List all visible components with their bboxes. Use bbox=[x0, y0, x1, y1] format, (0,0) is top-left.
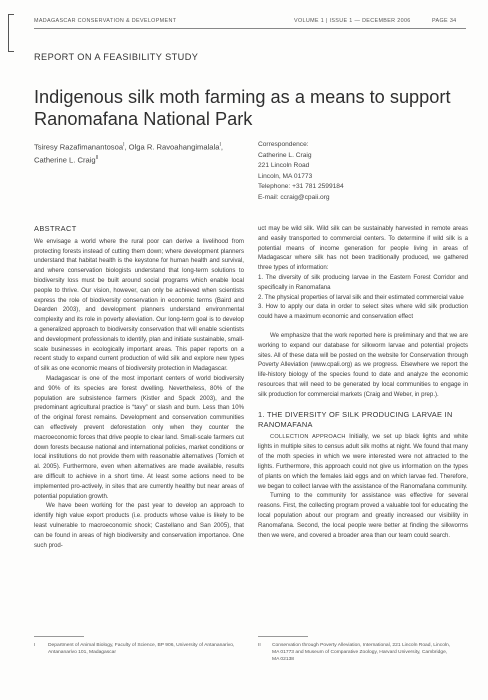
footnote-mark: II bbox=[258, 643, 261, 648]
footnote-rule bbox=[258, 636, 308, 637]
binding-bracket bbox=[8, 14, 14, 52]
author-name: Catherine L. Craig bbox=[34, 155, 96, 165]
footnote-affiliation-2 bbox=[258, 642, 458, 663]
list-item: 3. How to apply our data in order to select sites where wild silk production could have a maximum economic and conservation effect bbox=[258, 303, 468, 321]
body-paragraph: We have been working for the past year to develop an approach to identify high value export products (i.e. products whose value is likely to be least vulnerable to macroeconomic shock; Castellano and San 2005), that can be found in areas of high biodiversity and conservation importance. One such prod- bbox=[34, 502, 244, 549]
correspondence-block bbox=[258, 140, 458, 203]
correspondence-email[interactable]: E-mail: ccraig@cpaii.org bbox=[258, 193, 330, 201]
correspondence-label: Correspondence: bbox=[258, 141, 309, 148]
page-number: PAGE 34 bbox=[432, 18, 457, 24]
body-paragraph: Initially, we set up black lights and white lights in multiple sites to census adult silk moths at night. We found that many of the moth species in which we were interested were not attracted to the lights. Furthermore, this approach could not give us information on the types of plants on which the females laid eggs and on which larvae fed. Therefore, we began to collect larvae with the assistance of the Ranomafana community. bbox=[258, 432, 468, 490]
correspondence-name: Catherine L. Craig bbox=[258, 151, 312, 159]
footnote-text: Department of Animal Biology, Faculty of Science, BP 906, University of Antananarivo, Antananarivo 101, Madagascar bbox=[48, 643, 235, 655]
author-name: , Olga R. Ravoahangimalala bbox=[124, 142, 220, 152]
section-heading: 1. THE DIVERSITY OF SILK PRODUCING LARVAE IN RANOMAFANA bbox=[258, 409, 453, 429]
footnote-affiliation-1 bbox=[34, 642, 244, 656]
affiliation-mark: I bbox=[123, 142, 125, 148]
issue-info: VOLUME 1 | ISSUE 1 — DECEMBER 2006 bbox=[294, 18, 411, 24]
footnote-mark: I bbox=[34, 643, 36, 648]
author-name: Tsiresy Razafimanantosoa bbox=[34, 142, 124, 152]
body-paragraph: Turning to the community for assistance was effective for several reasons. First, the collecting program proved a valuable tool for educating the local population about our program and greatly increased our visibility in Ranomafana. Second, the local people were better at finding the silkworms then we were, and covered a broader area than our team could search. bbox=[258, 492, 468, 539]
journal-name: MADAGASCAR CONSERVATION & DEVELOPMENT bbox=[34, 18, 177, 24]
article-title: Indigenous silk moth farming as a means to support Ranomafana National Park bbox=[34, 87, 451, 130]
body-paragraph: uct may be wild silk. Wild silk can be sustainably harvested in remote areas and easily transported to commercial centers. To determine if wild silk is a potential means of income generation for people living in areas of Madagascar where silk has not been traditionally produced, we gathered three types of information: bbox=[258, 225, 468, 272]
footnote-rule bbox=[34, 636, 84, 637]
abstract-paragraph: We envisage a world where the rural poor can derive a livelihood from protecting forests instead of cutting them down; where development planners understand that habitat health is the keystone for human health and survival, and where conservation biologists understand that long-term solutions to biodiversity loss must be built around social programs which enable local people to thrive. Our vision, however, can only be achieved when scientists express the role of biodiversity conservation in economic terms (Baird and Dearden 2003), and development planners understand environmental complexity and its role in poverty alleviation. Our long-term goal is to develop a generalized approach to biodiversity conservation that will enable scientists and development professionals to identify, plan and initiate sustainable, small-scale businesses in ecologically important areas. This paper reports on a recent study to expand current production of wild silk and explore new types of silk as one economic means of biodiversity protection in Madagascar. bbox=[34, 237, 244, 373]
author-list bbox=[34, 140, 234, 165]
right-column bbox=[258, 224, 468, 540]
correspondence-city: Lincoln, MA 01773 bbox=[258, 172, 313, 180]
footnote-text: Conservation through Poverty Alleviation, International, 221 Lincoln Road, Lincoln, MA 01773 and Museum of Comparative Zoology, Harvard University, Cambridge, MA 02138 bbox=[272, 643, 451, 662]
affiliation-mark: I bbox=[219, 142, 221, 148]
body-paragraph: We emphasize that the work reported here is preliminary and that we are working to expand our database for silkworm larvae and potential projects sites. All of these data will be posted on the website for Conservation through Poverty Alleviation (www.cpali.org) as we progress. Elsewhere we report the life-history biology of the species found to date and analyze the economic resources that will need to be generated by local communities to engage in silk production for commercial markets (Craig and Weber, in prep.). bbox=[258, 331, 468, 398]
abstract-heading: ABSTRACT bbox=[34, 224, 77, 233]
author-separator: , bbox=[220, 142, 223, 152]
article-type: REPORT ON A FEASIBILITY STUDY bbox=[34, 52, 199, 62]
header-rule bbox=[34, 28, 466, 29]
correspondence-street: 221 Lincoln Road bbox=[258, 162, 310, 169]
left-column bbox=[34, 224, 244, 550]
affiliation-mark: II bbox=[95, 154, 99, 161]
list-item: 2. The physical properties of larval silk and their estimated commercial value bbox=[258, 293, 464, 301]
list-item: 1. The diversity of silk producing larvae in the Eastern Forest Corridor and specifically in Ranomafana bbox=[258, 273, 468, 291]
correspondence-phone: Telephone: +31 781 2599184 bbox=[258, 183, 344, 190]
body-paragraph: Madagascar is one of the most important centers of world biodiversity and 90% of its species are forest dwelling. Nevertheless, 80% of the population are subsistence farmers (Kistler and Spack 2003), and the predominant agricultural practice is “tavy” or slash and burn. Less than 10% of the original forest remains. Development and conservation communities can effectively prevent deforestation only when they counter the macroeconomic forces that drive people to clear land. Small-scale farmers cut down forests because national and international policies, market conditions or local institutions do not provide them with reasonable alternatives (Tomich et al. 2005). Furthermore, even when alternatives are made available, results are difficult to achieve in a short time. At least some actions need to be implemented pro-actively, in sites that are currently healthy but near areas of potential population growth. bbox=[34, 374, 244, 500]
run-in-heading: COLLECTION APPROACH bbox=[270, 433, 346, 440]
